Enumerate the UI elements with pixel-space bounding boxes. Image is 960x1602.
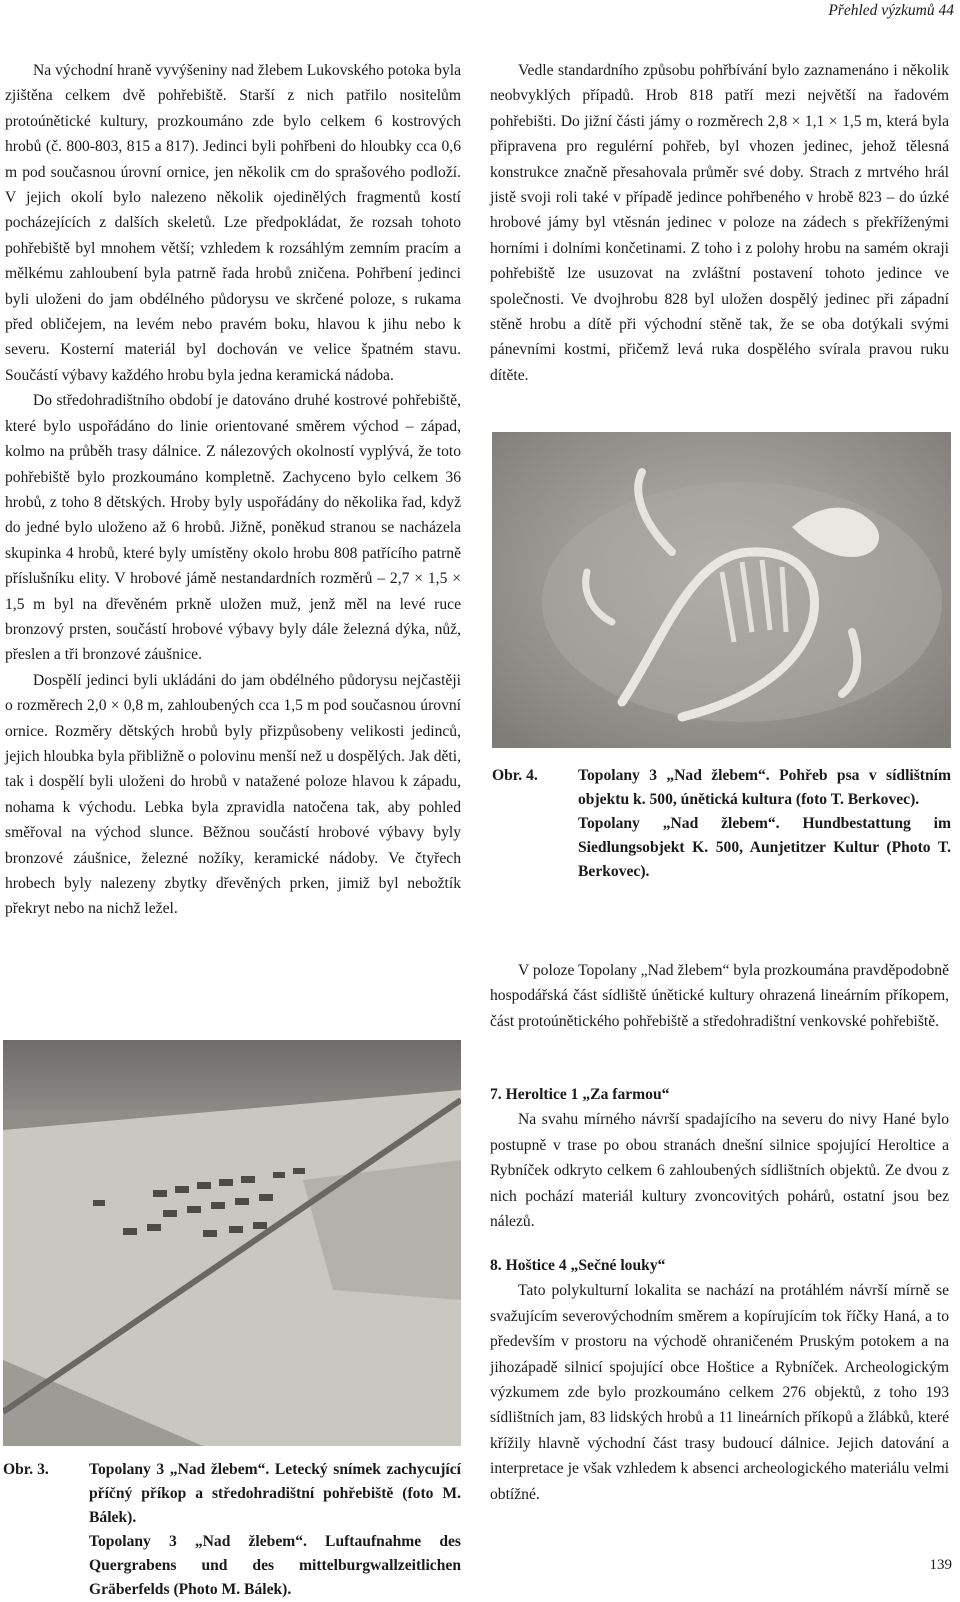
paragraph: Vedle standardního způsobu pohřbívání bylo zaznamenáno i několik neobvyklých případů. Hrob 818 patří mezi největší na řadovém pohřebišti. Do jižní části jámy o rozměrech 2,8 × 1,1 × 1,5 m, která byla připravena pro regulérní pohřeb, byl vhozen jedinec, jehož tělesná konstrukce značně přesahovala průměr své doby. Strach z mrtvého hrál jistě svoji roli také v případě jedince pohřbeného v hrobě 823 – do úzké hrobové jámy byl vtěsnán jedinec v poloze na zádech s překříženými horními i dolními končetinami. Z toho i z polohy hrobu na samém okraji pohřebiště lze usuzovat na zvláštní postavení tohoto jedince ve společnosti. Ve dvojhrobu 828 byl uložen dospělý jedinec při západní stěně hrobu a dítě při východní stěně tak, že se oba dotýkali svými pánevními kostmi, přičemž levá ruka dospělého svírala pravou ruku dítěte. — [490, 62, 949, 384]
paragraph: Na východní hraně vyvýšeniny nad žlebem Lukovského potoka byla zjištěna celkem dvě pohřebiště. Starší z nich patřilo nositelům protoúnětické kultury, prozkoumáno zde bylo celkem 6 kostrových hrobů (č. 800-803, 815 a 817). Jedinci byli pohřbeni do hloubky cca 0,6 m pod současnou úrovní ornice, jen několik cm do sprašového podloží. V jejich okolí bylo nalezeno několik ojedinělých fragmentů kostí pocházejících z dalších skeletů. Lze předpokládat, že rozsah tohoto pohřebiště byl mnohem větší; vzhledem k rozsáhlým zemním pracím a mělkému zahloubení byla patrně řada hrobů zničena. Pohřbení jedinci byli uloženi do jam obdélného půdorysu ve skrčené poloze, s rukama před obličejem, na levém nebo pravém boku, hlavou k jihu nebo k severu. Kosterní materiál byl dochován ve velice špatném stavu. Součástí výbavy každého hrobu byla jedna keramická nádoba. — [5, 62, 461, 384]
caption-czech: Topolany 3 „Nad žlebem“. Pohřeb psa v sídlištním objektu k. 500, únětická kultura (foto T. Berkovec). — [578, 767, 951, 808]
figure-label: Obr. 3. — [3, 1461, 49, 1478]
dog-burial-photo — [492, 432, 951, 748]
section-heading: 7. Heroltice 1 „Za farmou“ — [490, 1086, 670, 1103]
paragraph: V poloze Topolany „Nad žlebem“ byla prozkoumána pravděpodobně hospodářská část sídliště únětické kultury ohrazená lineárním příkopem, část protoúnětického pohřebiště a středohradištní venkovské pohřebiště. — [490, 962, 949, 1030]
caption-text — [89, 1458, 461, 1602]
running-header: Přehled výzkumů 44 — [828, 2, 954, 19]
topolany-summary — [490, 958, 949, 1034]
figure-3-caption — [3, 1458, 461, 1598]
caption-text — [578, 764, 951, 884]
aerial-photo — [3, 1040, 461, 1446]
page-number: 139 — [929, 1557, 952, 1573]
section-heading: 8. Hoštice 4 „Sečné louky“ — [490, 1257, 666, 1274]
left-text-column — [5, 58, 461, 922]
paragraph: Na svahu mírného návrší spadajícího na severu do nivy Hané bylo postupně v trase po obou stranách dnešní silnice spojující Heroltice a Rybníček odkryto celkem 6 zahloubených sídlištních objektů. Ze dvou z nich pochází materiál kultury zvoncovitých pohárů, ostatní jsou bez nálezů. — [490, 1111, 949, 1231]
caption-german: Topolany „Nad žlebem“. Hundbestattung im Siedlungsobjekt K. 500, Aunjetitzer Kultur (Photo T. Berkovec). — [578, 815, 951, 880]
figure-label: Obr. 4. — [492, 767, 538, 784]
section-8 — [490, 1253, 949, 1507]
paragraph: Do středohradištního období je datováno druhé kostrové pohřebiště, které bylo uspořádáno do linie orientované směrem východ – západ, kolmo na průběh trasy dálnice. Z nálezových okolností vyplývá, že toto pohřebiště bylo prozkoumáno kompletně. Zachyceno bylo celkem 36 hrobů, z toho 8 dětských. Hroby byly uspořádány do několika řad, když do jedné bylo uloženo až 6 hrobů. Jižně, poněkud stranou se nacházela skupinka 4 hrobů, které byly umístěny okolo hrobu 808 patřícího patrně příslušníku elity. V hrobové jámě nestandardních rozměrů – 2,7 × 1,5 × 1,5 m byl na dřevěném prkně uložen muž, jenž měl na levé ruce bronzový prsten, součástí hrobové výbavy byly dále železná dýka, nůž, přeslen a tři bronzové záušnice. — [5, 392, 461, 664]
aerial-photo-illustration — [3, 1040, 461, 1446]
paragraph: Dospělí jedinci byli ukládáni do jam obdélného půdorysu nejčastěji o rozměrech 2,0 × 0,8 m, zahloubených cca 1,5 m pod současnou úrovní ornice. Rozměry dětských hrobů byly přizpůsobeny velikosti jedinců, jejich hloubka byla přibližně o polovinu menší než u dospělých. Jak děti, tak i dospělí byli uloženi do hrobů v natažené poloze hlavou k západu, nohama k východu. Lebka byla zpravidla natočena tak, aby pohled směřoval na východ slunce. Běžnou součástí hrobové výbavy byly bronzové záušnice, železné nožíky, keramické nádoby. Ve čtyřech hrobech byly nalezeny zbytky dřevěných prken, jimiž byl nebožtík překryt nebo na nichž ležel. — [5, 671, 461, 918]
right-text-column — [490, 58, 949, 388]
figure-4-caption — [492, 764, 951, 894]
dog-burial-illustration — [492, 432, 951, 748]
caption-czech: Topolany 3 „Nad žlebem“. Letecký snímek zachycující příčný příkop a středohradištní pohřebiště (foto M. Bálek). — [89, 1461, 461, 1526]
paragraph: Tato polykulturní lokalita se nachází na protáhlém návrší mírně se svažujícím severovýchodním směrem a kopírujícím tok říčky Haná, a to především v prostoru na východě ohraničeném Pruským potokem a na jihozápadě silnicí spojující obce Hoštice a Rybníček. Archeologickým výzkumem zde bylo prozkoumáno celkem 276 objektů, z toho 193 sídlištních jam, 83 lidských hrobů a 11 lineárních příkopů a žlábků, které křížily hlavně východní část trasy budoucí dálnice. Jejich datování a interpretace je však vzhledem k absenci archeologického materiálu velmi obtížné. — [490, 1282, 949, 1503]
caption-german: Topolany 3 „Nad žlebem“. Luftaufnahme des Quergrabens und des mittelburgwallzeitlichen Gräberfelds (Photo M. Bálek). — [89, 1533, 461, 1598]
section-7 — [490, 1082, 949, 1234]
